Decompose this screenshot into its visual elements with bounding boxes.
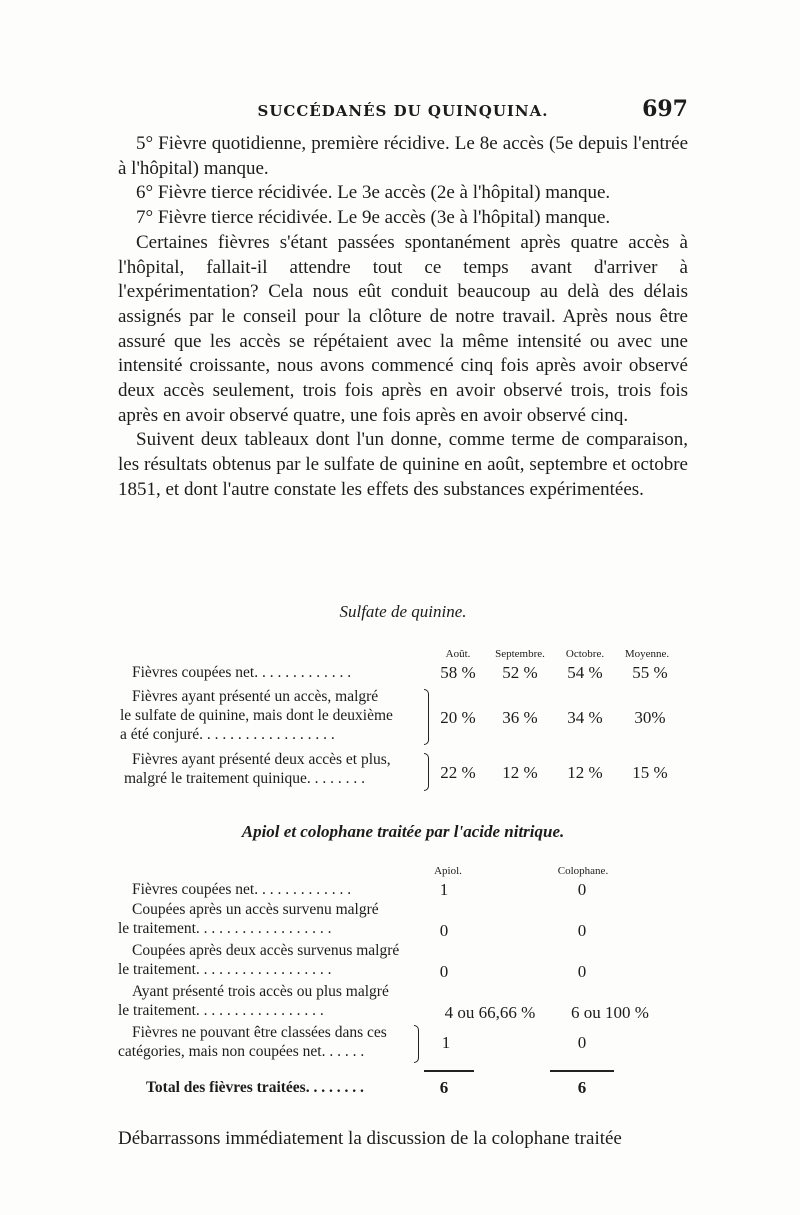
paragraph: 5° Fièvre quotidienne, première récidive. Le 8e accès (5e depuis l'entrée à l'hôpital) manque. bbox=[118, 133, 688, 179]
table1-cell: 52 % bbox=[502, 663, 538, 682]
table1-cell: 58 % bbox=[440, 663, 476, 682]
paragraph: 6° Fièvre tierce récidivée. Le 3e accès (2e à l'hôpital) manque. bbox=[136, 182, 611, 204]
table1-row-label: a été conjuré. . . . . . . . . . . . . . . . . . bbox=[120, 726, 335, 743]
page-header bbox=[118, 96, 688, 126]
table2-row-label: catégories, mais non coupées net. . . . . . bbox=[118, 1043, 365, 1060]
table1-cell: 55 % bbox=[632, 663, 668, 682]
table2-row-label: le traitement. . . . . . . . . . . . . . . . . . bbox=[118, 920, 332, 937]
total-rule bbox=[424, 1070, 474, 1072]
table2-row-label: Fièvres ne pouvant être classées dans ces bbox=[132, 1024, 387, 1041]
table1-row-label: malgré le traitement quinique. . . . . . . . bbox=[124, 770, 366, 787]
paragraph: Certaines fièvres s'étant passées spontanément après quatre accès à l'hôpital, fallait-il attendre tout ce temps avant d'arriver à l'expérimentation? Cela nous eût conduit beaucoup au delà des délais assignés par le conseil pour la clôture de notre travail. Après nous être assuré que les accès se répétaient avec la même intensité ou avec une intensité croissante, nous avons commencé cinq fois après avoir observé deux accès seulement, trois fois après en avoir observé trois, trois fois après en avoir observé quatre, une fois après en avoir observé cinq. bbox=[118, 231, 688, 426]
table2-cell: 1 bbox=[439, 880, 449, 899]
table1-cell: 20 % bbox=[440, 708, 476, 727]
running-title: SUCCÉDANÉS DU QUINQUINA. bbox=[257, 102, 549, 120]
table1-cell: 12 % bbox=[567, 763, 603, 782]
body-text bbox=[118, 132, 688, 503]
table1-col-header: Moyenne. bbox=[624, 648, 670, 660]
table1-cell: 12 % bbox=[502, 763, 538, 782]
table2-title: Apiol et colophane traitée par l'acide nitrique. bbox=[241, 822, 565, 841]
table2-cell: 0 bbox=[577, 1033, 587, 1052]
table2-cell: 0 bbox=[439, 962, 449, 981]
page-number: 697 bbox=[642, 96, 688, 122]
closing-line: Débarrassons immédiatement la discussion de la colophane traitée bbox=[118, 1128, 622, 1149]
table2-total-cell: 6 bbox=[439, 1078, 449, 1097]
table2-cell: 0 bbox=[577, 921, 587, 940]
table2-cell: 0 bbox=[577, 880, 587, 899]
table1-cell: 36 % bbox=[502, 708, 538, 727]
table1-cell: 54 % bbox=[567, 663, 603, 682]
table1-row-label: le sulfate de quinine, mais dont le deuxième bbox=[120, 707, 393, 724]
table2-cell: 4 ou 66,66 % bbox=[444, 1003, 536, 1022]
table2-row-label: le traitement. . . . . . . . . . . . . . . . . . bbox=[118, 961, 332, 978]
table1-cell: 34 % bbox=[567, 708, 603, 727]
table1-cell: 15 % bbox=[632, 763, 668, 782]
paragraph: Suivent deux tableaux dont l'un donne, comme terme de comparaison, les résultats obtenus par le sulfate de quinine en août, septembre et octobre 1851, et dont l'autre constate les effets des substances expérimentées. bbox=[118, 429, 688, 500]
table1-col-header: Octobre. bbox=[565, 648, 605, 660]
table1-cell: 22 % bbox=[440, 763, 476, 782]
table1-row-label: Fièvres coupées net. . . . . . . . . . . . . bbox=[132, 664, 352, 681]
table2-cell: 1 bbox=[441, 1033, 451, 1052]
table1-title: Sulfate de quinine. bbox=[339, 602, 467, 621]
table1-cell: 30% bbox=[634, 708, 666, 727]
table2-total-cell: 6 bbox=[577, 1078, 587, 1097]
table2-row-label: Coupées après un accès survenu malgré bbox=[132, 901, 379, 918]
table1-col-header: Septembre. bbox=[495, 648, 545, 660]
table1 bbox=[120, 645, 688, 795]
table2-col-header: Apiol. bbox=[434, 865, 462, 877]
table2-total-label: Total des fièvres traitées. . . . . . . . bbox=[146, 1079, 364, 1096]
total-rule bbox=[550, 1070, 614, 1072]
table2-cell: 6 ou 100 % bbox=[571, 1003, 649, 1022]
table2-row-label: Fièvres coupées net. . . . . . . . . . . . . bbox=[132, 881, 352, 898]
paragraph: 7° Fièvre tierce récidivée. Le 9e accès (3e à l'hôpital) manque. bbox=[136, 207, 611, 229]
table2-cell: 0 bbox=[577, 962, 587, 981]
table1-row-label: Fièvres ayant présenté deux accès et plus, bbox=[132, 751, 391, 768]
table2-col-header: Colophane. bbox=[557, 865, 609, 877]
table1-col-header: Août. bbox=[445, 648, 471, 660]
table2 bbox=[118, 862, 688, 1122]
table2-row-label: le traitement. . . . . . . . . . . . . . . . . bbox=[118, 1002, 324, 1019]
table2-cell: 0 bbox=[439, 921, 449, 940]
table2-row-label: Ayant présenté trois accès ou plus malgré bbox=[132, 983, 389, 1000]
table2-row-label: Coupées après deux accès survenus malgré bbox=[132, 942, 400, 959]
table1-row-label: Fièvres ayant présenté un accès, malgré bbox=[132, 688, 379, 705]
